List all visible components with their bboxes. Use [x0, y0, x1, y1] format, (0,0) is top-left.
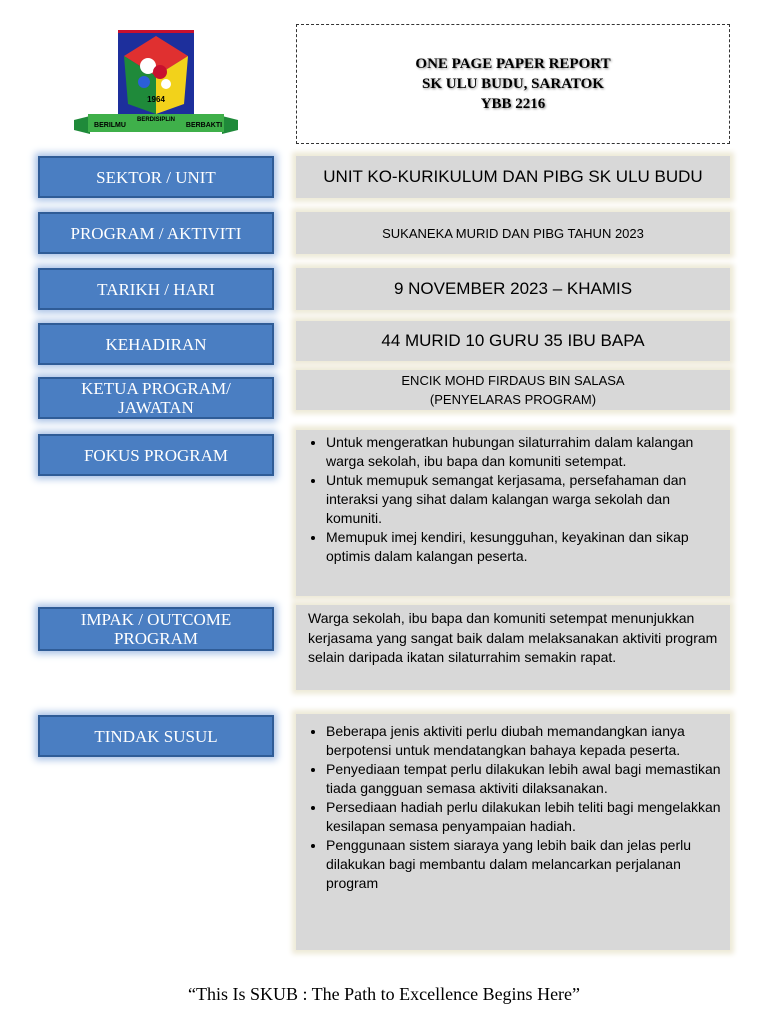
value-ketua [296, 370, 730, 410]
value-program: SUKANEKA MURID DAN PIBG TAHUN 2023 [296, 212, 730, 254]
tindak-item: • Penggunaan sistem siaraya yang lebih baik dan jelas perlu dilakukan bagi membantu dalam melancarkan perjalanan program [326, 836, 722, 893]
value-tarikh: 9 NOVEMBER 2023 – KHAMIS [296, 268, 730, 310]
value-impak [296, 605, 730, 690]
label-impak-line1: IMPAK / OUTCOME [80, 610, 232, 629]
label-impak [38, 607, 274, 651]
logo-ribbon-right: BERBAKTI [185, 122, 223, 129]
header-code: YBB 2216 [480, 96, 546, 112]
label-ketua [38, 377, 274, 419]
header-title: ONE PAGE PAPER REPORT [415, 56, 611, 72]
tindak-item: • Persediaan hadiah perlu dilakukan lebih teliti bagi mengelakkan kesilapan semasa penyampaian hadiah. [326, 798, 722, 836]
logo-ribbon-left: BERILMU [94, 122, 126, 129]
fokus-item: • Memupuk imej kendiri, kesungguhan, keyakinan dan sikap optimis dalam kalangan peserta. [326, 528, 722, 566]
label-tarikh: TARIKH / HARI [38, 268, 274, 310]
label-sektor: SEKTOR / UNIT [38, 156, 274, 198]
fokus-item: • Untuk mengeratkan hubungan silaturrahim dalam kalangan warga sekolah, ibu bapa dan komuniti setempat. [326, 433, 722, 471]
school-logo [70, 26, 242, 140]
value-sektor: UNIT KO-KURIKULUM DAN PIBG SK ULU BUDU [296, 156, 730, 198]
label-impak-line2: PROGRAM [113, 629, 199, 648]
label-ketua-line1: KETUA PROGRAM/ [81, 379, 231, 398]
impak-text: Warga sekolah, ibu bapa dan komuniti setempat menunjukkan kerjasama yang sangat baik dalam melaksanakan aktiviti program selain daripada ikatan silaturrahim semakin rapat. [308, 610, 718, 665]
logo-ribbon-center: BERDISIPLIN [136, 117, 176, 123]
label-tindak: TINDAK SUSUL [38, 715, 274, 757]
label-program: PROGRAM / AKTIVITI [38, 212, 274, 254]
tindak-item: • Penyediaan tempat perlu dilakukan lebih awal bagi memastikan tiada gangguan semasa aktiviti dilaksanakan. [326, 760, 722, 798]
fokus-item: • Untuk memupuk semangat kerjasama, persefahaman dan interaksi yang sihat dalam kalangan warga sekolah dan komuniti. [326, 471, 722, 528]
label-fokus: FOKUS PROGRAM [38, 434, 274, 476]
tindak-item: • Beberapa jenis aktiviti perlu diubah memandangkan ianya berpotensi untuk mendatangkan bahaya kepada peserta. [326, 722, 722, 760]
logo-year: 1964 [147, 95, 165, 104]
footer-slogan: “This Is SKUB : The Path to Excellence Begins Here” [187, 984, 581, 1004]
value-ketua-role: (PENYELARAS PROGRAM) [429, 392, 597, 407]
label-kehadiran: KEHADIRAN [38, 323, 274, 365]
value-tindak [296, 714, 730, 950]
label-ketua-line2: JAWATAN [118, 398, 194, 417]
value-ketua-name: ENCIK MOHD FIRDAUS BIN SALASA [401, 373, 625, 388]
report-header [296, 24, 730, 144]
value-kehadiran: 44 MURID 10 GURU 35 IBU BAPA [296, 321, 730, 361]
value-fokus [296, 430, 730, 596]
fokus-list [296, 433, 730, 566]
header-school: SK ULU BUDU, SARATOK [422, 76, 604, 92]
tindak-list [296, 722, 730, 893]
